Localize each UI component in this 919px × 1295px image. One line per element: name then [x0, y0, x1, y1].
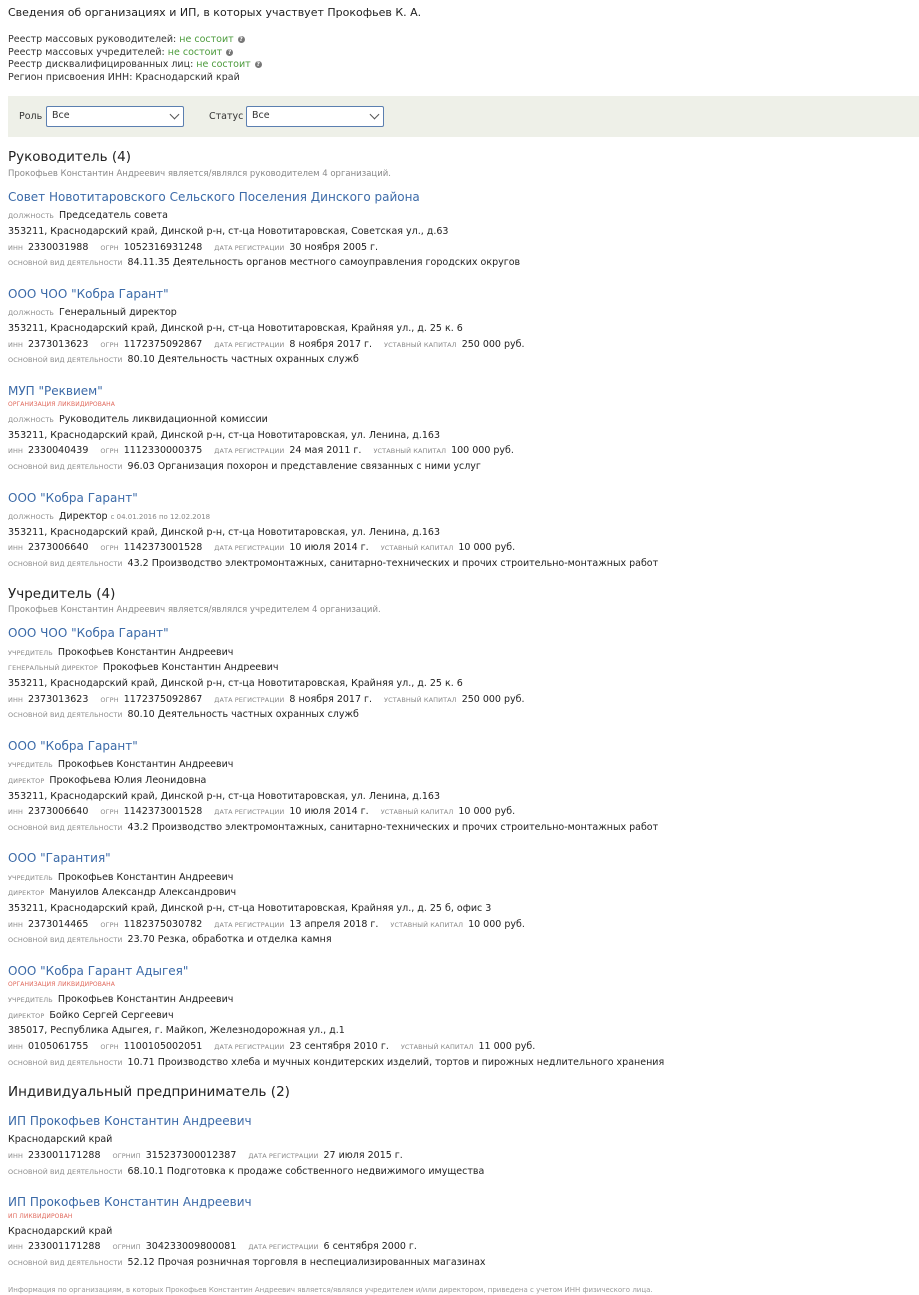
capital-label: УСТАВНЫЙ КАПИТАЛ	[380, 544, 454, 553]
director-label: ГЕНЕРАЛЬНЫЙ ДИРЕКТОР	[8, 664, 98, 673]
activity-label: ОСНОВНОЙ ВИД ДЕЯТЕЛЬНОСТИ	[8, 259, 123, 268]
director-row	[8, 662, 919, 678]
ip-name-link[interactable]: ИП Прокофьев Константин Андреевич	[8, 1195, 252, 1210]
status-badge: ОРГАНИЗАЦИЯ ЛИКВИДИРОВАНА	[8, 401, 115, 409]
ids-row	[8, 694, 919, 710]
address: 385017, Республика Адыгея, г. Майкоп, Железнодорожная ул., д.1	[8, 1025, 345, 1037]
org-name-link[interactable]: МУП "Реквием"	[8, 383, 103, 398]
activity-label: ОСНОВНОЙ ВИД ДЕЯТЕЛЬНОСТИ	[8, 1258, 123, 1267]
activity-value: 96.03 Организация похорон и представление связанных с ними услуг	[127, 461, 481, 472]
position-value: Руководитель ликвидационной комиссии	[58, 414, 268, 426]
ogrn-value: 1172375092867	[123, 693, 203, 705]
leader-org-list	[8, 190, 919, 574]
inn-label: ИНН	[8, 1151, 23, 1160]
ogrn-label: ОГРН	[100, 1043, 119, 1052]
org-card	[8, 739, 919, 838]
founder-row	[8, 994, 919, 1010]
status-badge: ИП ЛИКВИДИРОВАН	[8, 1212, 73, 1220]
address: 353211, Краснодарский край, Динской р-н, ст-ца Новотитаровская, ул. Ленина, д.163	[8, 790, 440, 802]
activity-value: 10.71 Производство хлеба и мучных кондитерских изделий, тортов и пирожных недлительного хранения	[127, 1056, 665, 1068]
capital-label: УСТАВНЫЙ КАПИТАЛ	[384, 695, 457, 704]
capital-label: УСТАВНЫЙ КАПИТАЛ	[384, 340, 457, 349]
org-name-link[interactable]: ООО ЧОО "Кобра Гарант"	[8, 286, 169, 301]
inn-label: ИНН	[8, 447, 23, 456]
help-icon[interactable]: ?	[239, 36, 243, 44]
position-value: Директор	[58, 511, 108, 523]
capital-value: 11 000 руб.	[478, 1041, 536, 1053]
position-dates: с 04.01.2016 по 12.02.2018	[110, 513, 211, 522]
position-row	[8, 414, 919, 430]
inn-value: 2373013623	[27, 338, 89, 350]
org-name-link[interactable]: ООО "Кобра Гарант"	[8, 738, 138, 753]
org-card	[8, 626, 919, 725]
director-value: Прокофьев Константин Андреевич	[102, 662, 279, 674]
capital-label: УСТАВНЫЙ КАПИТАЛ	[380, 808, 454, 817]
ogrnip-label: ОГРНИП	[112, 1151, 141, 1160]
registration-date-label: ДАТА РЕГИСТРАЦИИ	[248, 1151, 319, 1160]
org-card	[8, 287, 919, 370]
inn-label: ИНН	[8, 920, 23, 929]
activity-value: 52.12 Прочая розничная торговля в неспециализированных магазинах	[127, 1256, 486, 1268]
ip-card	[8, 1195, 919, 1272]
chevron-down-icon	[170, 110, 180, 120]
activity-value: 84.11.35 Деятельность органов местного самоуправления городских округов	[127, 257, 521, 269]
activity-label: ОСНОВНОЙ ВИД ДЕЯТЕЛЬНОСТИ	[8, 356, 123, 365]
activity-label: ОСНОВНОЙ ВИД ДЕЯТЕЛЬНОСТИ	[8, 1167, 123, 1176]
position-label: ДОЛЖНОСТЬ	[8, 513, 54, 522]
address: 353211, Краснодарский край, Динской р-н, ст-ца Новотитаровская, Крайняя ул., д. 25 к. 6	[8, 323, 463, 335]
registry-disqualified: Реестр дисквалифицированных лиц: не состоит ?	[8, 59, 260, 71]
director-row	[8, 1010, 919, 1026]
ogrn-label: ОГРН	[100, 695, 119, 704]
help-icon[interactable]: ?	[256, 61, 260, 69]
activity-row	[8, 1057, 919, 1073]
founder-org-list	[8, 626, 919, 1072]
position-label: ДОЛЖНОСТЬ	[8, 212, 54, 221]
section-ip	[8, 1084, 919, 1272]
activity-value: 43.2 Производство электромонтажных, санитарно-технических и прочих строительно-монтажных работ	[127, 557, 659, 569]
ogrn-value: 1182375030782	[123, 918, 203, 930]
registry-mass-leaders: Реестр массовых руководителей: не состоит ?	[8, 34, 243, 46]
org-card	[8, 491, 919, 574]
registration-date-label: ДАТА РЕГИСТРАЦИИ	[214, 243, 285, 252]
founder-value: Прокофьев Константин Андреевич	[57, 871, 234, 883]
director-label: ДИРЕКТОР	[8, 889, 45, 898]
ids-row	[8, 1041, 919, 1057]
activity-row	[8, 822, 919, 838]
capital-label: УСТАВНЫЙ КАПИТАЛ	[400, 1043, 474, 1052]
ids-row	[8, 806, 919, 822]
activity-label: ОСНОВНОЙ ВИД ДЕЯТЕЛЬНОСТИ	[8, 823, 123, 832]
ogrnip-label: ОГРНИП	[112, 1243, 141, 1252]
registration-date-label: ДАТА РЕГИСТРАЦИИ	[214, 920, 285, 929]
ids-row	[8, 339, 919, 355]
inn-value: 2330031988	[27, 241, 89, 253]
filter-bar	[8, 96, 919, 137]
founder-row	[8, 647, 919, 663]
section-title: Индивидуальный предприниматель (2)	[8, 1084, 290, 1101]
inn-value: 233001171288	[27, 1241, 101, 1253]
registration-date-value: 30 ноября 2005 г.	[289, 241, 379, 253]
registration-date-value: 10 июля 2014 г.	[289, 806, 369, 818]
activity-label: ОСНОВНОЙ ВИД ДЕЯТЕЛЬНОСТИ	[8, 936, 123, 945]
registration-date-label: ДАТА РЕГИСТРАЦИИ	[214, 447, 285, 456]
capital-label: УСТАВНЫЙ КАПИТАЛ	[373, 447, 447, 456]
director-value: Прокофьева Юлия Леонидовна	[49, 774, 207, 786]
capital-value: 250 000 руб.	[461, 693, 525, 705]
founder-label: УЧРЕДИТЕЛЬ	[8, 761, 53, 770]
role-filter-label: Роль	[19, 111, 43, 123]
activity-row	[8, 257, 919, 273]
ogrnip-value: 304233009800081	[145, 1241, 237, 1253]
registration-date-value: 27 июля 2015 г.	[323, 1149, 403, 1161]
ogrn-value: 1100105002051	[123, 1041, 203, 1053]
ogrnip-value: 315237300012387	[145, 1149, 237, 1161]
ogrn-value: 1142373001528	[123, 542, 203, 554]
org-name-link[interactable]: ООО ЧОО "Кобра Гарант"	[8, 626, 169, 641]
role-select[interactable]: Все	[46, 106, 184, 127]
address: 353211, Краснодарский край, Динской р-н, ст-ца Новотитаровская, ул. Ленина, д.163	[8, 526, 440, 538]
capital-value: 10 000 руб.	[458, 806, 516, 818]
org-name-link[interactable]: ООО "Кобра Гарант"	[8, 490, 138, 505]
registry-mass-founders: Реестр массовых учредителей: не состоит ?	[8, 46, 232, 58]
ogrn-value: 1052316931248	[123, 241, 203, 253]
footnote: Информация по организациям, в которых Прокофьев Константин Андреевич является/являлся учредителем и/или директором, приведена с учетом ИНН физического лица.	[8, 1286, 653, 1295]
inn-label: ИНН	[8, 544, 23, 553]
position-row	[8, 210, 919, 226]
inn-label: ИНН	[8, 340, 23, 349]
org-card	[8, 851, 919, 950]
inn-region: Регион присвоения ИНН: Краснодарский край	[8, 71, 240, 83]
activity-row	[8, 709, 919, 725]
position-value: Генеральный директор	[58, 307, 177, 319]
address: 353211, Краснодарский край, Динской р-н, ст-ца Новотитаровская, Советская ул., д.63	[8, 226, 449, 238]
ip-list	[8, 1114, 919, 1273]
inn-label: ИНН	[8, 1243, 23, 1252]
activity-value: 80.10 Деятельность частных охранных служб	[127, 354, 359, 366]
section-founder	[8, 586, 919, 1073]
ogrn-label: ОГРН	[100, 544, 119, 553]
region: Краснодарский край	[8, 1225, 113, 1237]
director-value: Бойко Сергей Сергеевич	[49, 1009, 174, 1021]
inn-value: 2373006640	[27, 542, 89, 554]
registry-status: не состоит	[196, 59, 251, 71]
region: Краснодарский край	[8, 1134, 113, 1146]
registration-date-value: 8 ноября 2017 г.	[289, 693, 373, 705]
org-name-link[interactable]: ООО "Кобра Гарант Адыгея"	[8, 963, 189, 978]
founder-row	[8, 872, 919, 888]
org-name-link[interactable]: ООО "Гарантия"	[8, 851, 111, 866]
capital-value: 100 000 руб.	[451, 445, 514, 457]
address: 353211, Краснодарский край, Динской р-н, ст-ца Новотитаровская, Крайняя ул., д. 25 к. 6	[8, 677, 463, 689]
inn-value: 2373006640	[27, 806, 89, 818]
ogrn-label: ОГРН	[100, 447, 119, 456]
section-title: Учредитель (4)	[8, 585, 116, 602]
registration-date-label: ДАТА РЕГИСТРАЦИИ	[214, 695, 285, 704]
founder-label: УЧРЕДИТЕЛЬ	[8, 873, 53, 882]
position-row	[8, 511, 919, 527]
status-select[interactable]: Все	[246, 106, 384, 127]
registration-date-value: 24 мая 2011 г.	[289, 445, 362, 457]
ogrn-label: ОГРН	[100, 920, 119, 929]
inn-label: ИНН	[8, 695, 23, 704]
ogrn-label: ОГРН	[100, 243, 119, 252]
help-icon[interactable]: ?	[227, 48, 232, 56]
activity-row	[8, 354, 919, 370]
org-card	[8, 190, 919, 273]
page-title: Сведения об организациях и ИП, в которых участвует Прокофьев К. А.	[8, 6, 422, 19]
founder-value: Прокофьев Константин Андреевич	[57, 994, 234, 1006]
founder-label: УЧРЕДИТЕЛЬ	[8, 996, 53, 1005]
inn-value: 233001171288	[27, 1149, 101, 1161]
activity-value: 68.10.1 Подготовка к продаже собственного недвижимого имущества	[127, 1165, 485, 1177]
director-value: Мануилов Александр Александрович	[49, 887, 237, 899]
position-row	[8, 307, 919, 323]
inn-value: 2330040439	[27, 445, 89, 457]
activity-label: ОСНОВНОЙ ВИД ДЕЯТЕЛЬНОСТИ	[8, 1058, 123, 1067]
section-subtitle: Прокофьев Константин Андреевич является/являлся учредителем 4 организаций.	[8, 605, 381, 616]
registration-date-label: ДАТА РЕГИСТРАЦИИ	[214, 340, 285, 349]
ids-row	[8, 542, 919, 558]
registration-date-label: ДАТА РЕГИСТРАЦИИ	[214, 544, 285, 553]
activity-row	[8, 461, 919, 477]
activity-row	[8, 1257, 919, 1273]
registration-date-value: 23 сентября 2010 г.	[289, 1041, 389, 1053]
section-leader	[8, 149, 919, 573]
ip-card	[8, 1114, 919, 1181]
ogrn-label: ОГРН	[100, 808, 119, 817]
ogrn-value: 1142373001528	[123, 806, 203, 818]
activity-row	[8, 934, 919, 950]
inn-value: 0105061755	[27, 1041, 89, 1053]
registry-status: не состоит	[179, 34, 234, 46]
inn-value: 2373013623	[27, 693, 89, 705]
director-row	[8, 887, 919, 903]
registry-status: не состоит	[167, 46, 223, 58]
inn-label: ИНН	[8, 243, 23, 252]
activity-value: 23.70 Резка, обработка и отделка камня	[127, 934, 332, 946]
capital-label: УСТАВНЫЙ КАПИТАЛ	[390, 920, 464, 929]
status-badge: ОРГАНИЗАЦИЯ ЛИКВИДИРОВАНА	[8, 981, 115, 989]
activity-value: 43.2 Производство электромонтажных, санитарно-технических и прочих строительно-монтажных работ	[127, 821, 659, 833]
ogrn-value: 1172375092867	[123, 338, 203, 350]
founder-label: УЧРЕДИТЕЛЬ	[8, 648, 53, 657]
registries	[8, 34, 919, 84]
org-name-link[interactable]: Совет Новотитаровского Сельского Поселения Динского района	[8, 189, 420, 204]
position-label: ДОЛЖНОСТЬ	[8, 416, 54, 425]
capital-value: 10 000 руб.	[468, 918, 525, 930]
status-filter-label: Статус	[209, 111, 244, 123]
chevron-down-icon	[370, 110, 380, 120]
activity-label: ОСНОВНОЙ ВИД ДЕЯТЕЛЬНОСТИ	[8, 711, 123, 720]
activity-label: ОСНОВНОЙ ВИД ДЕЯТЕЛЬНОСТИ	[8, 559, 123, 568]
registration-date-value: 8 ноября 2017 г.	[289, 338, 373, 350]
director-label: ДИРЕКТОР	[8, 776, 45, 785]
registration-date-label: ДАТА РЕГИСТРАЦИИ	[214, 808, 285, 817]
ids-row	[8, 919, 919, 935]
activity-value: 80.10 Деятельность частных охранных служб	[127, 709, 359, 721]
founder-row	[8, 759, 919, 775]
founder-value: Прокофьев Константин Андреевич	[57, 646, 234, 658]
address: 353211, Краснодарский край, Динской р-н, ст-ца Новотитаровская, ул. Ленина, д.163	[8, 429, 440, 441]
capital-value: 10 000 руб.	[458, 542, 516, 554]
position-value: Председатель совета	[58, 210, 168, 222]
position-label: ДОЛЖНОСТЬ	[8, 309, 54, 318]
activity-row	[8, 558, 919, 574]
ids-row	[8, 445, 919, 461]
section-subtitle: Прокофьев Константин Андреевич является/являлся руководителем 4 организаций.	[8, 168, 391, 179]
activity-label: ОСНОВНОЙ ВИД ДЕЯТЕЛЬНОСТИ	[8, 463, 123, 471]
registration-date-label: ДАТА РЕГИСТРАЦИИ	[214, 1043, 285, 1052]
inn-label: ИНН	[8, 808, 23, 817]
address: 353211, Краснодарский край, Динской р-н, ст-ца Новотитаровская, Крайняя ул., д. 25 б, офис 3	[8, 903, 492, 915]
ogrn-value: 1112330000375	[123, 445, 203, 457]
director-row	[8, 775, 919, 791]
registration-date-value: 6 сентября 2000 г.	[323, 1241, 417, 1253]
ids-row	[8, 242, 919, 258]
registration-date-value: 13 апреля 2018 г.	[289, 918, 379, 930]
ogrn-label: ОГРН	[100, 340, 119, 349]
inn-value: 2373014465	[27, 918, 89, 930]
ids-row	[8, 1241, 919, 1257]
director-label: ДИРЕКТОР	[8, 1011, 45, 1020]
ids-row	[8, 1150, 919, 1166]
registration-date-value: 10 июля 2014 г.	[289, 542, 369, 554]
founder-value: Прокофьев Константин Андреевич	[57, 759, 234, 771]
section-title: Руководитель (4)	[8, 149, 132, 166]
capital-value: 250 000 руб.	[461, 338, 525, 350]
activity-row	[8, 1166, 919, 1182]
org-card	[8, 384, 919, 477]
registration-date-label: ДАТА РЕГИСТРАЦИИ	[248, 1243, 319, 1252]
org-card	[8, 964, 919, 1072]
inn-label: ИНН	[8, 1043, 23, 1052]
ip-name-link[interactable]: ИП Прокофьев Константин Андреевич	[8, 1113, 252, 1128]
